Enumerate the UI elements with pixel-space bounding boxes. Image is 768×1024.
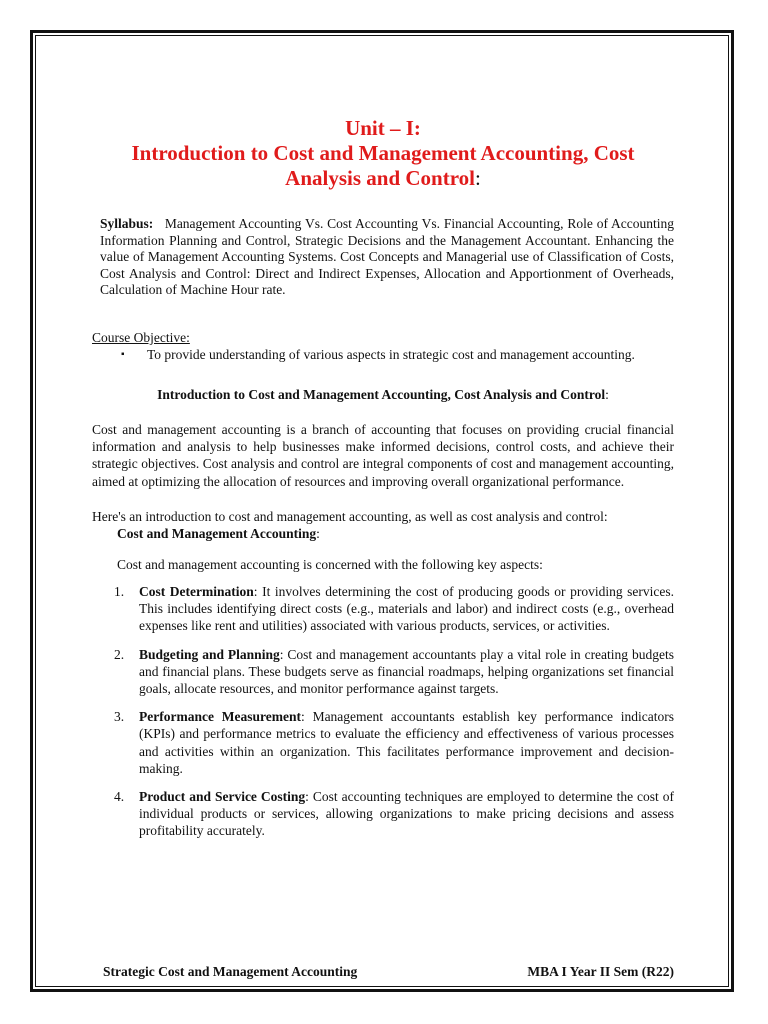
unit-title-line2: Introduction to Cost and Management Accounting, Cost bbox=[131, 141, 635, 165]
cma-heading-text: Cost and Management Accounting bbox=[117, 525, 317, 541]
aspect-term: Budgeting and Planning bbox=[139, 646, 280, 662]
cma-aspects-list bbox=[92, 583, 674, 840]
course-objective-heading: Course Objective: bbox=[92, 329, 190, 345]
unit-title-line3: Analysis and Control bbox=[285, 166, 475, 190]
bullet-icon: ▪ bbox=[121, 348, 125, 360]
cma-heading-colon: : bbox=[316, 525, 320, 541]
aspect-text: : It involves determining the cost of producing goods or providing services. This includes identifying direct costs (e.g., materials and labor) and indirect costs (e.g., overhead expenses like rent and utilities) associated with various products, services, or activities. bbox=[139, 583, 674, 634]
syllabus-paragraph bbox=[100, 216, 674, 299]
cma-heading bbox=[117, 525, 674, 542]
aspect-text: : Cost accounting techniques are employed to determine the cost of individual products or services, allowing organizations to make pricing decisions and assess profitability accurately. bbox=[139, 789, 674, 839]
list-item bbox=[114, 708, 674, 777]
unit-title bbox=[92, 116, 674, 191]
aspect-text: : Management accountants establish key performance indicators (KPIs) and performance metrics to evaluate the efficiency and effectiveness of various processes and activities within an organization. This facilitates performance improvement and decision-making. bbox=[139, 709, 674, 776]
footer-course-title: Strategic Cost and Management Accounting bbox=[103, 964, 358, 979]
aspect-term: Cost Determination bbox=[139, 583, 254, 599]
course-objective-list bbox=[92, 346, 674, 363]
course-objective-text: To provide understanding of various aspects in strategic cost and management accounting. bbox=[147, 346, 635, 362]
cma-lead-text: Cost and management accounting is concerned with the following key aspects: bbox=[117, 556, 543, 572]
list-number: 1. bbox=[114, 583, 125, 599]
intro-section-heading bbox=[92, 386, 674, 403]
list-item bbox=[114, 788, 674, 840]
list-item bbox=[114, 646, 674, 698]
intro-heading-text: Introduction to Cost and Management Accounting, Cost Analysis and Control bbox=[157, 386, 606, 402]
syllabus-text: Management Accounting Vs. Cost Accounting Vs. Financial Accounting, Role of Accounting Information Planning and Control, Strategic Decisions and the Management Accountant. Enhancing the value of Management Accounting Systems. Cost Concepts and Managerial use of Classification of Costs, Cost Analysis and Control: Direct and Indirect Expenses, Allocation and Apportionment of Overheads, Calculation of Machine Hour rate. bbox=[100, 216, 675, 298]
list-item bbox=[121, 346, 674, 363]
list-number: 4. bbox=[114, 789, 125, 805]
aspect-term: Product and Service Costing bbox=[139, 789, 306, 805]
syllabus-label: Syllabus: bbox=[100, 216, 154, 231]
page-content bbox=[92, 116, 674, 851]
aspect-text: : Cost and management accountants play a vital role in creating budgets and financial plans. These budgets serve as financial roadmaps, helping organizations set financial goals, allocate resources, and monitor performance against targets. bbox=[139, 646, 674, 696]
intro-paragraph-1: Cost and management accounting is a branch of accounting that focuses on providing crucial financial information and analysis to help businesses make informed decisions, control costs, and achieve their strategic objectives. Cost analysis and control are integral components of cost and management accounting, aimed at optimizing the allocation of resources and improving overall organizational performance. bbox=[92, 421, 674, 489]
intro-heading-colon: : bbox=[605, 386, 609, 402]
footer-program: MBA I Year II Sem (R22) bbox=[527, 964, 674, 979]
aspect-term: Performance Measurement bbox=[139, 709, 301, 725]
intro-paragraph-2: Here's an introduction to cost and management accounting, as well as cost analysis and control: bbox=[92, 508, 608, 524]
list-number: 3. bbox=[114, 709, 125, 725]
list-item bbox=[114, 583, 674, 635]
list-number: 2. bbox=[114, 646, 125, 662]
unit-title-line1: Unit – I: bbox=[345, 116, 421, 140]
unit-title-colon: : bbox=[475, 166, 481, 190]
